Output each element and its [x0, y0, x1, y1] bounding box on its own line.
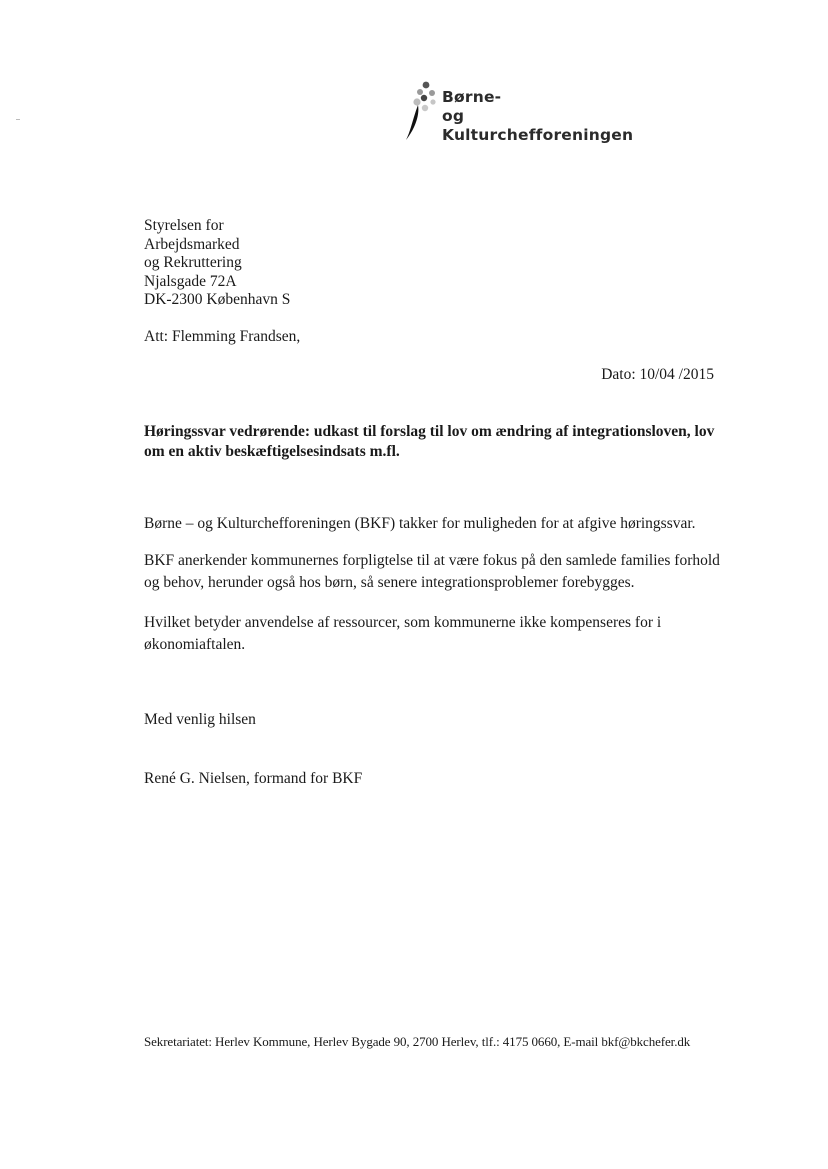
organization-logo: [396, 78, 646, 148]
body-paragraph-1: Børne – og Kulturchefforeningen (BKF) takker for muligheden for at afgive høringssvar.: [144, 515, 696, 532]
subject-heading: Høringssvar vedrørende: udkast til forslag til lov om ændring af integrationsloven, lov om en aktiv beskæftigelsesindsats m.fl.: [144, 423, 715, 460]
attention-line: Att: Flemming Frandsen,: [144, 328, 301, 345]
letter-date: Dato: 10/04 /2015: [601, 366, 714, 383]
address-line: Arbejdsmarked: [144, 235, 240, 253]
address-line: DK-2300 København S: [144, 291, 291, 308]
logo-line-2: og Kulturchefforeningen: [442, 107, 634, 144]
figure-with-dots-icon: [396, 78, 444, 148]
address-line: og Rekruttering: [144, 254, 242, 271]
footer-contact-info: Sekretariatet: Herlev Kommune, Herlev Bygade 90, 2700 Herlev, tlf.: 4175 0660, E-mail bkf@bkchefer.dk: [144, 1034, 691, 1049]
recipient-address: [144, 217, 290, 310]
signature-line: René G. Nielsen, formand for BKF: [144, 770, 363, 787]
closing-salutation: Med venlig hilsen: [144, 711, 256, 728]
address-line: Styrelsen for: [144, 217, 224, 234]
address-line: Njalsgade 72A: [144, 272, 237, 290]
body-paragraph-2: BKF anerkender kommunernes forpligtelse til at være fokus på den samlede families forhold og behov, herunder også hos børn, så senere integrationsproblemer forebygges.: [144, 552, 720, 591]
logo-line-1: Børne-: [442, 88, 502, 106]
body-paragraph-3: Hvilket betyder anvendelse af ressourcer, som kommunerne ikke kompenseres for i økonomiaftalen.: [144, 614, 662, 653]
